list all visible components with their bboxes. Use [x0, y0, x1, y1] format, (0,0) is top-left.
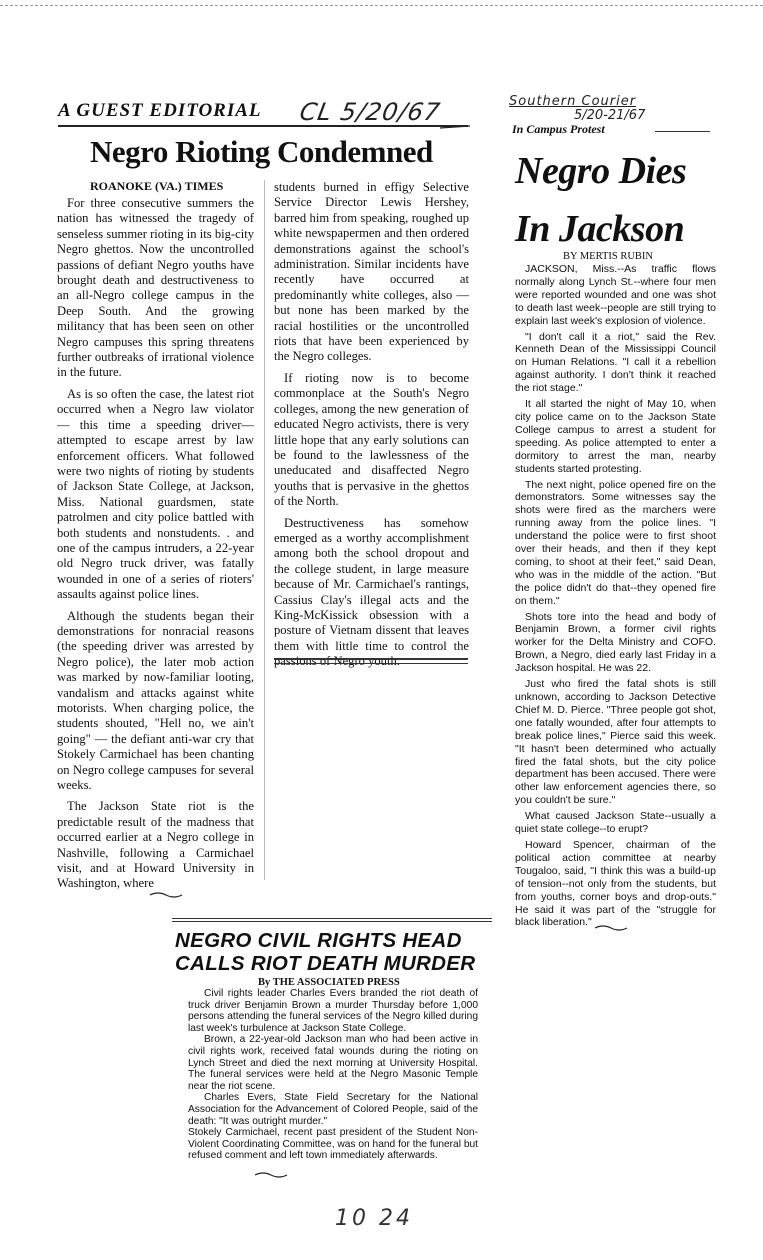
courier-headline	[515, 142, 745, 258]
courier-paragraph: JACKSON, Miss.--As traffic flows normally along Lynch St.--where four men were reported wounded and one was shot to death last week--people are still trying to explain last week's explosion of violence.	[515, 263, 716, 327]
ap-story-top-rule	[172, 921, 492, 922]
editorial-column-2	[274, 180, 469, 670]
editorial-paragraph: Destructiveness has somehow emerged as a worthy accomplishment among both the school dropout and the college student, in large measure because of Mr. Carmichael's rantings, Cassius Clay's illegal acts and the King-McKissick obsession with a posture of Vietnam dissent that leaves them with little time to control the passions of Negro youth.	[274, 515, 469, 669]
guest-editorial-rule	[58, 125, 468, 127]
column-separator	[264, 180, 265, 880]
ap-story-top-rule	[172, 918, 492, 919]
courier-paragraph: Shots tore into the head and body of Benjamin Brown, a former civil rights worker for the Delta Ministry and COFO. Brown, a Negro, died early last Friday in a Jackson hospital. He was 22.	[515, 610, 716, 675]
ap-paragraph: Civil rights leader Charles Evers branded the riot death of truck driver Benjamin Brown a murder Thursday before 1,000 persons attending the funeral services of the Negro killed during last week's turbulence at Jackson State College.	[188, 988, 478, 1034]
guest-editorial-label: A GUEST EDITORIAL	[58, 100, 262, 121]
ap-paragraph: Stokely Carmichael, recent past president of the Student Non-Violent Coordinating Committee, was on hand for the funeral but refused comment and left town immediately afterwards.	[188, 1127, 478, 1162]
editorial-end-rule	[274, 658, 468, 660]
handwritten-publication-note: Southern Courier	[509, 94, 637, 109]
kicker-rule	[655, 131, 710, 132]
handwritten-page-mark: 10 24	[335, 1206, 413, 1231]
courier-paragraph: What caused Jackson State--usually a quiet state college--to erupt?	[515, 810, 716, 836]
ap-paragraph: Charles Evers, State Field Secretary for the National Association for the Advancement of Colored People, said of the death: "It was outright murder."	[188, 1092, 478, 1127]
editorial-paragraph: students burned in effigy Selective Service Director Lewis Hershey, barred him from speaking, roughed up white newspapermen and then ordered demonstrations against the school's administration. Similar incidents have recently have occurred at predominantly white colleges, also — but none has been marked by the racial hostilities or the uncontrolled riots that have been experienced by the Negro colleges.	[274, 180, 469, 364]
courier-byline: BY MERTIS RUBIN	[563, 251, 653, 262]
editorial-headline: Negro Rioting Condemned	[90, 134, 433, 169]
editorial-source: ROANOKE (VA.) TIMES	[90, 179, 224, 193]
editorial-paragraph: As is so often the case, the latest riot occurred when a Negro law violator — this time a speeding driver—attempted to escape arrest by law enforcement officers. What followed were two nights of rioting by students of Jackson State College, at Jackson, Miss. National guardsmen, state patrolmen and city police battled with both students and nonstudents. . and one of the campus intruders, a 22-year old Negro truck driver, was fatally wounded in one of a series of rioters' assaults against police lines.	[57, 386, 254, 602]
editorial-paragraph: If rioting now is to become commonplace at the South's Negro colleges, among the new generation of educated Negro activists, there is very little hope that any early solutions can be found to the lawlessness of the uneducated and disaffected Negro youths that is pervasive in the ghettos of the North.	[274, 370, 469, 509]
editorial-end-rule	[274, 663, 468, 664]
courier-paragraph: Just who fired the fatal shots is still unknown, according to Jackson Detective Chief M. D. Pierce. "Three people got shot, one fatally wounded, after four attempts to break police lines," Pierce said this week. "It hasn't been determined who actually fired the fatal shots, but the city police department has been accused. There were other law enforcement agencies there, so you couldn't be sure."	[515, 678, 716, 807]
ap-headline-line-1: NEGRO CIVIL RIGHTS HEAD	[175, 929, 462, 952]
ap-byline: By THE ASSOCIATED PRESS	[258, 977, 400, 988]
ap-headline	[175, 929, 495, 975]
ap-headline-line-2: CALLS RIOT DEATH MURDER	[175, 952, 476, 975]
ap-paragraph: Brown, a 22-year-old Jackson man who had been active in civil rights work, received fatal wounds during the rioting on Lynch Street and died the next morning at University Hospital. The funeral services were held at the Negro Masonic Temple near the riot scene.	[188, 1034, 478, 1092]
page-top-border	[0, 5, 763, 6]
editorial-end-squiggle	[150, 893, 182, 897]
courier-paragraph: The next night, police opened fire on the demonstrators. Some witnesses say the shots were fired as the marchers were running away from the police lines. "I understand the police were to first shoot over their heads, and then if they kept coming, to shoot at their feet," said Dean, who was in the middle of the action. "But the police didn't do that--they opened fire on them."	[515, 478, 716, 607]
editorial-column-1	[57, 196, 254, 892]
courier-paragraph: "I don't call it a riot," said the Rev. Kenneth Dean of the Mississippi Council on Human Relations. "I call it a rebellion against authority. I don't think it reached the riot stage."	[515, 330, 716, 395]
editorial-paragraph: Although the students began their demonstrations for nonracial reasons (the speeding driver was arrested by Negro police), the later mob action was marked by now-familiar looting, vandalism and attacks against white motorists. When charging police, the students shouted, "Hell no, we ain't going" — the defiant anti-war cry that Stokely Carmichael has been chanting on Negro college campuses for several weeks.	[57, 608, 254, 793]
ap-end-squiggle	[255, 1173, 287, 1177]
story-kicker: In Campus Protest	[512, 122, 605, 136]
ap-story-body	[188, 988, 478, 1162]
editorial-paragraph: The Jackson State riot is the predictable result of the madness that occurred earlier at a Negro college in Nashville, following a Carmichael visit, and at Howard University in Washington, where	[57, 799, 254, 891]
courier-headline-line-1: Negro Dies	[515, 150, 687, 192]
courier-paragraph: It all started the night of May 10, when city police came on to the Jackson State College campus to arrest a student for speeding. As police attempted to enter a dormitory to arrest the man, nearby students started protesting.	[515, 398, 716, 475]
handwritten-date-note: CL 5/20/67	[297, 98, 443, 126]
courier-headline-line-2: In Jackson	[515, 208, 685, 250]
courier-story-body	[515, 263, 716, 929]
courier-paragraph: Howard Spencer, chairman of the political action committee at nearby Tougaloo, said, "I think this was a build-up of tension--not only from the students, but from youths, corner boys and drop-outs." He said it was part of the "struggle for black liberation."	[515, 838, 716, 929]
editorial-paragraph: For three consecutive summers the nation has witnessed the tragedy of senseless summer rioting in its big-city Negro ghettos. Now the uncontrolled passions of defiant Negro youths have brought death and destructiveness to an all-Negro college campus in the Deep South. And the growing militancy that has been seen on other Negro campuses this spring threatens further outbreaks of irrational violence in the future.	[57, 196, 254, 380]
handwritten-publication-date: 5/20-21/67	[574, 108, 646, 123]
